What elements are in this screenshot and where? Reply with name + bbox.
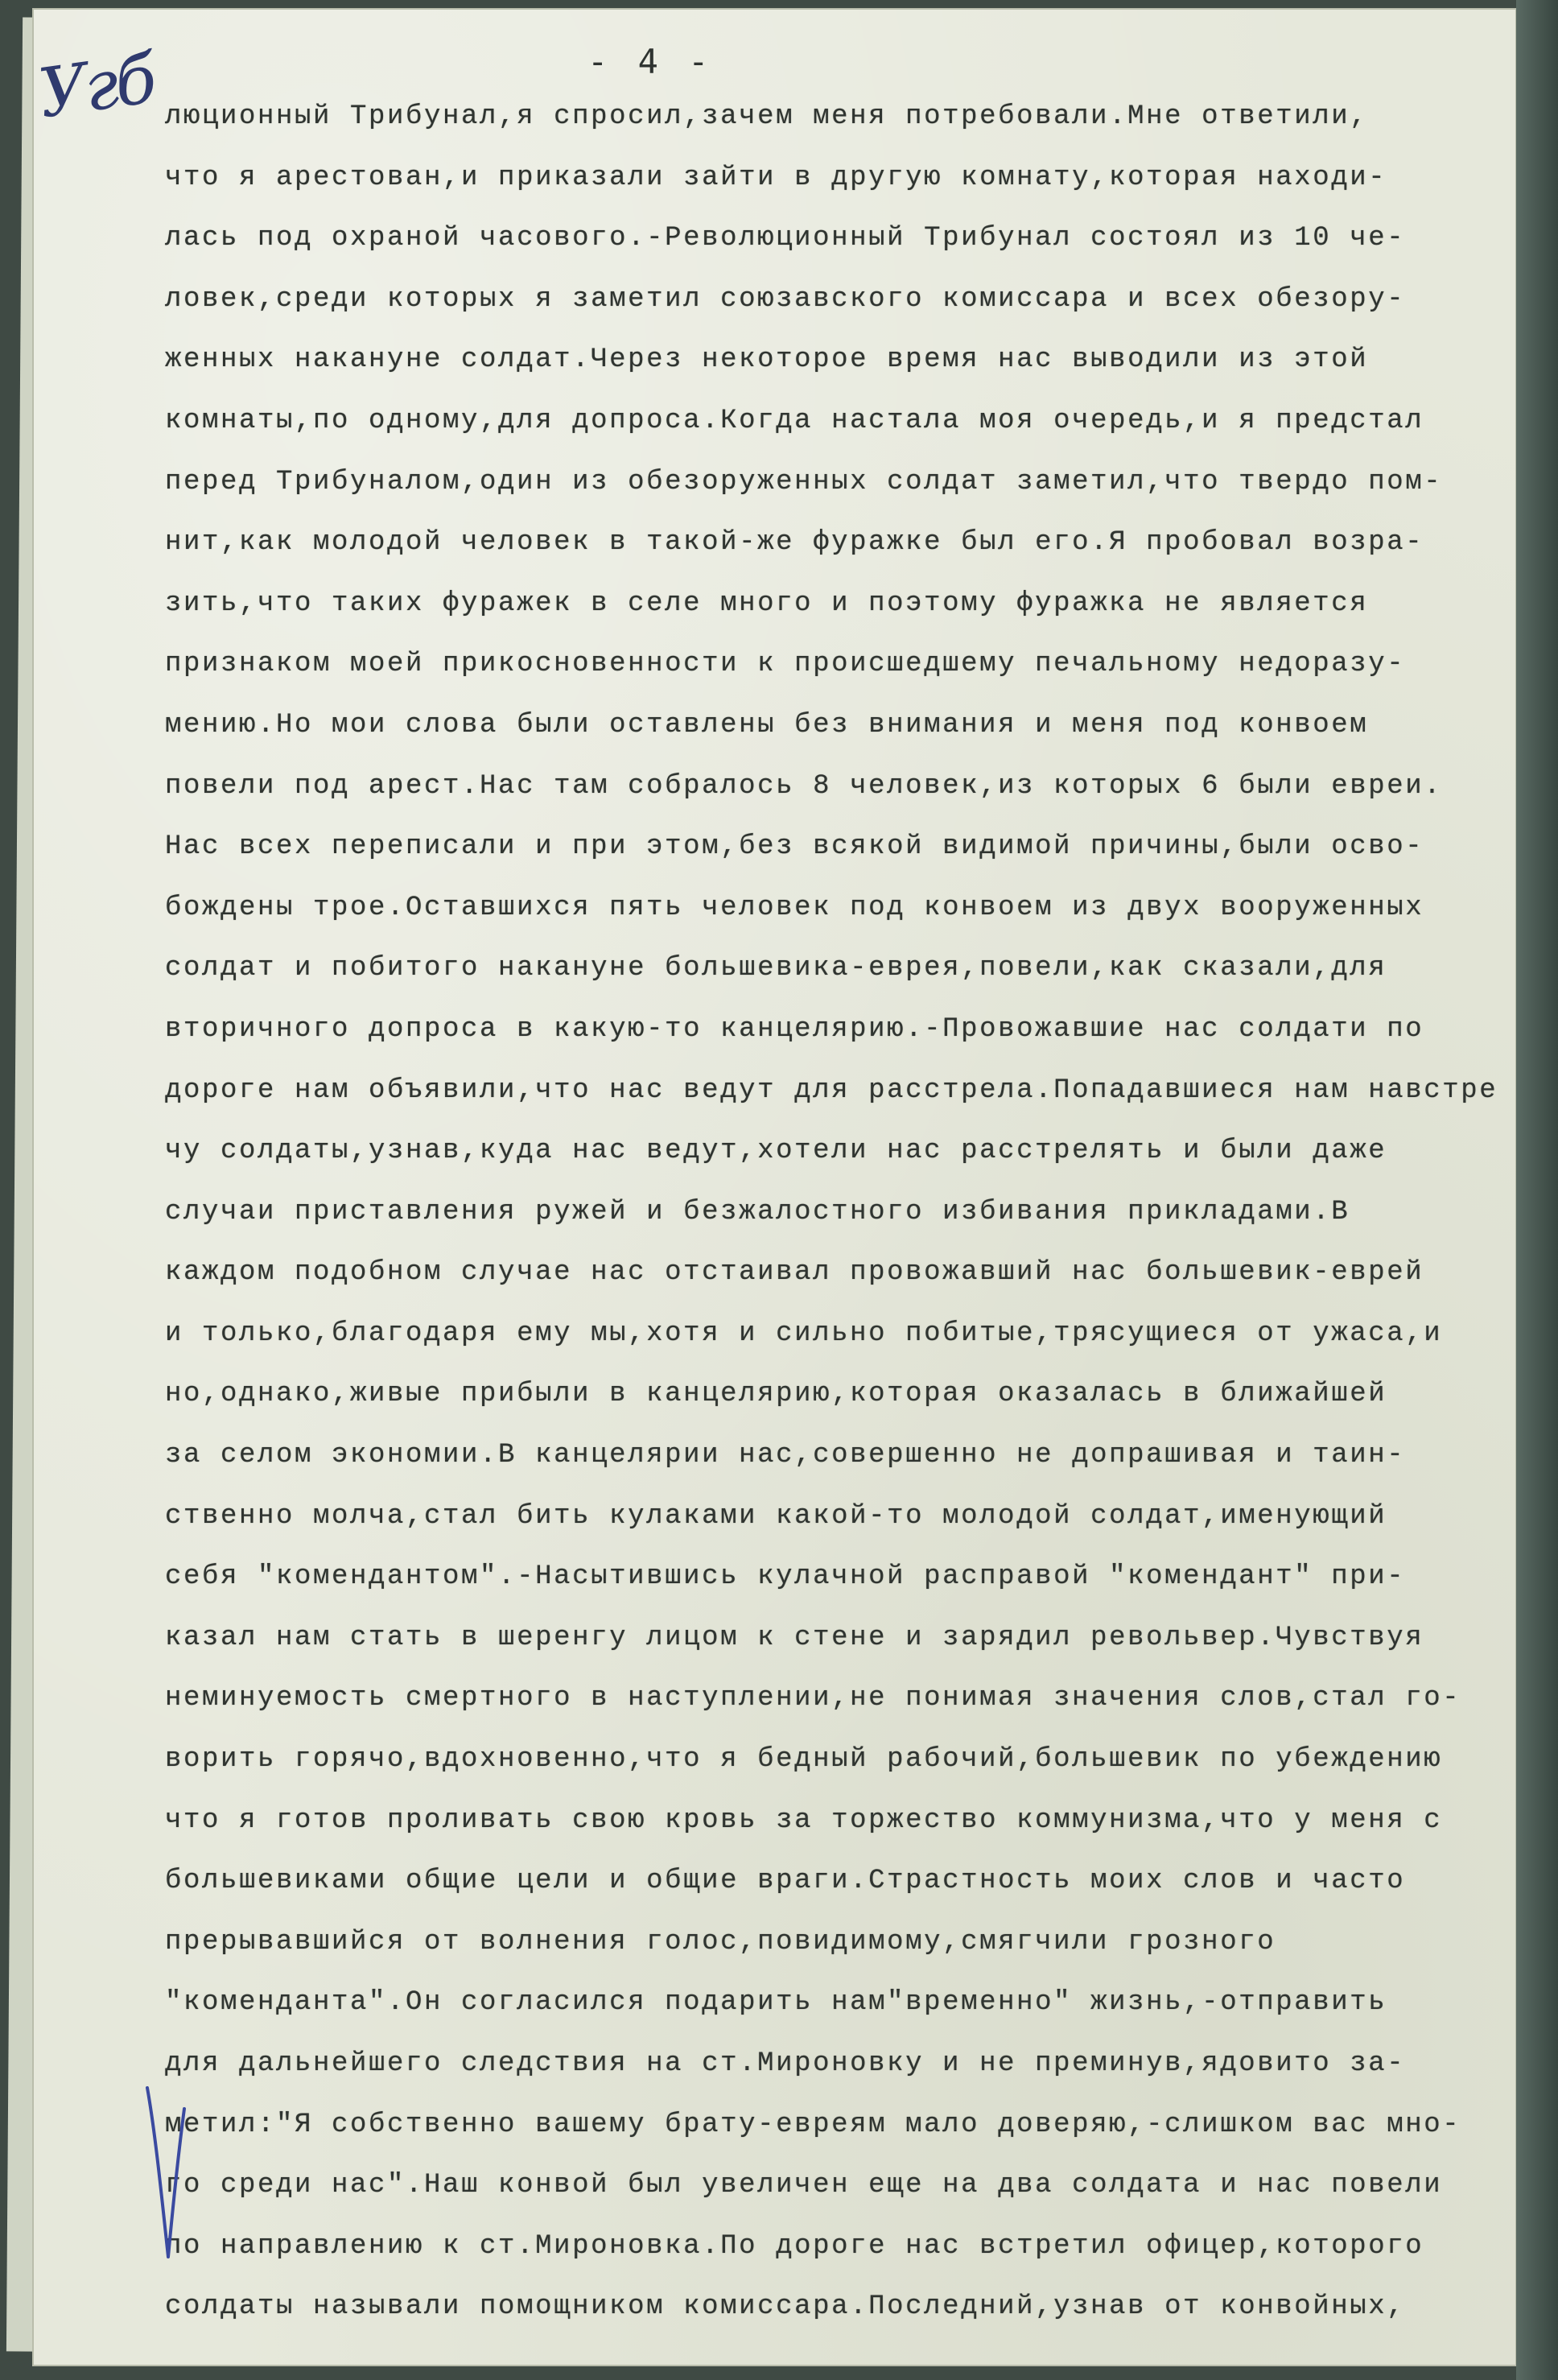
text-line: прерывавшийся от волнения голос,повидимому,смягчили грозного xyxy=(165,1926,1276,1957)
text-line: и только,благодаря ему мы,хотя и сильно побитые,трясущиеся от ужаса,и xyxy=(165,1318,1443,1349)
text-line: комнаты,по одному,для допроса.Когда настала моя очередь,и я предстал xyxy=(165,405,1424,436)
text-line: случаи приставления ружей и безжалостного избивания прикладами.В xyxy=(165,1196,1350,1227)
text-line: неминуемость смертного в наступлении,не понимая значения слов,стал го- xyxy=(165,1683,1461,1714)
text-line: что я готов проливать свою кровь за торжество коммунизма,что у меня с xyxy=(165,1805,1443,1836)
handwritten-annotation: Угб xyxy=(33,39,159,134)
handwritten-margin-mark xyxy=(141,2085,189,2262)
text-line: большевиками общие цели и общие враги.Страстность моих слов и часто xyxy=(165,1866,1406,1897)
typed-text-body xyxy=(165,87,1501,2338)
text-line: ловек,среди которых я заметил союзавского комиссара и всех обезору- xyxy=(165,283,1406,315)
text-line: каждом подобном случае нас отстаивал провожавший нас большевик-еврей xyxy=(165,1257,1424,1289)
text-line: метил:"Я собственно вашему брату-евреям мало доверяю,-слишком вас мно- xyxy=(165,2109,1461,2140)
text-line: люционный Трибунал,я спросил,зачем меня потребовали.Мне ответили, xyxy=(165,101,1369,132)
text-line: что я арестован,и приказали зайти в другую комнату,которая находи- xyxy=(165,162,1387,193)
text-line: дороге нам объявили,что нас ведут для расстрела.Попадавшиеся нам навстре xyxy=(165,1075,1498,1106)
text-line: мению.Но мои слова были оставлены без внимания и меня под конвоем xyxy=(165,709,1369,740)
text-line: зить,что таких фуражек в селе много и поэтому фуражка не является xyxy=(165,588,1369,619)
text-line: Нас всех переписали и при этом,без всякой видимой причины,были осво- xyxy=(165,831,1424,863)
text-line: нит,как молодой человек в такой-же фуражке был его.Я пробовал возра- xyxy=(165,527,1424,559)
text-line: "коменданта".Он согласился подарить нам"временно" жизнь,-отправить xyxy=(165,1987,1387,2019)
text-line: по направлению к ст.Мироновка.По дороге нас встретил офицер,которого xyxy=(165,2230,1424,2262)
text-line: перед Трибуналом,один из обезоруженных солдат заметил,что твердо пом- xyxy=(165,466,1443,497)
text-line: себя "комендантом".-Насытившись кулачной расправой "комендант" при- xyxy=(165,1561,1406,1593)
scan-background-edge xyxy=(1516,0,1558,2380)
text-line: ственно молча,стал бить кулаками какой-то молодой солдат,именующий xyxy=(165,1500,1387,1532)
text-line: вторичного допроса в какую-то канцелярию.-Провожавшие нас солдати по xyxy=(165,1013,1424,1045)
text-line: для дальнейшего следствия на ст.Мироновку и не преминув,ядовито за- xyxy=(165,2048,1406,2079)
text-line: ворить горячо,вдохновенно,что я бедный рабочий,большевик по убеждению xyxy=(165,1744,1443,1776)
text-line: бождены трое.Оставшихся пять человек под конвоем из двух вооруженных xyxy=(165,892,1424,923)
text-line: но,однако,живые прибыли в канцелярию,которая оказалась в ближайшей xyxy=(165,1379,1387,1410)
text-line: женных накануне солдат.Через некоторое время нас выводили из этой xyxy=(165,344,1369,376)
text-line: повели под арест.Нас там собралось 8 человек,из которых 6 были евреи. xyxy=(165,770,1443,802)
text-line: лась под охраной часового.-Революционный Трибунал состоял из 10 че- xyxy=(165,223,1406,254)
text-line: за селом экономии.В канцелярии нас,совершенно не допрашивая и таин- xyxy=(165,1440,1406,1471)
page-number: - 4 - xyxy=(587,42,714,81)
text-line: признаком моей прикосновенности к происшедшему печальному недоразу- xyxy=(165,649,1406,680)
text-line: го среди нас".Наш конвой был увеличен еще на два солдата и нас повели xyxy=(165,2170,1443,2201)
text-line: солдаты называли помощником комиссара.Последний,узнав от конвойных, xyxy=(165,2291,1406,2323)
text-line: казал нам стать в шеренгу лицом к стене и зарядил револьвер.Чувствуя xyxy=(165,1622,1424,1653)
text-line: чу солдаты,узнав,куда нас ведут,хотели нас расстрелять и были даже xyxy=(165,1136,1387,1167)
text-line: солдат и побитого накануне большевика-еврея,повели,как сказали,для xyxy=(165,953,1387,984)
